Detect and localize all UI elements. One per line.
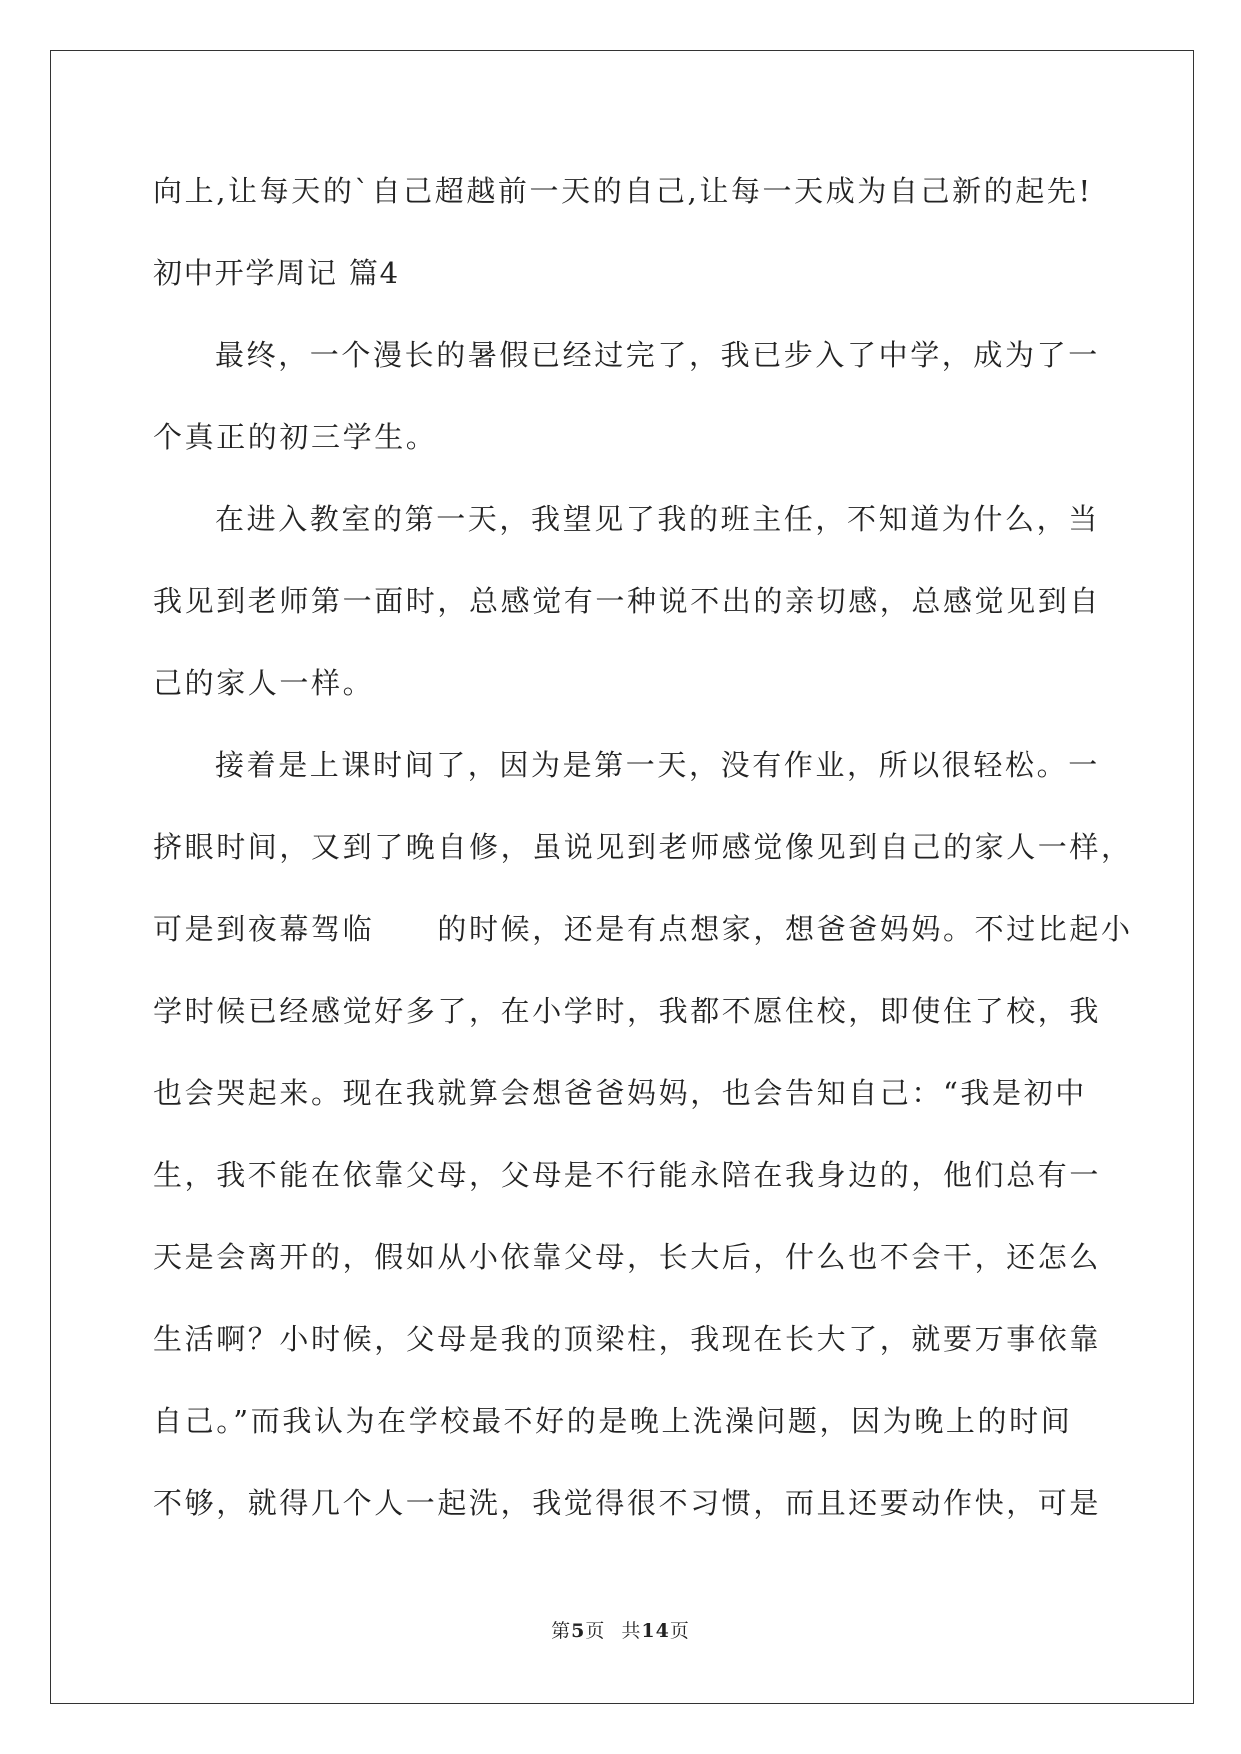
footer-total-pages: 14: [641, 1620, 670, 1642]
text-line: 学时候已经感觉好多了，在小学时，我都不愿住校，即使住了校，我: [153, 994, 1102, 1028]
text-line: 己的家人一样。: [153, 666, 375, 700]
text-line: 生，我不能在依靠父母，父母是不行能永陪在我身边的，他们总有一: [153, 1158, 1102, 1192]
text-line: 天是会离开的，假如从小依靠父母，长大后，什么也不会干，还怎么: [153, 1240, 1102, 1274]
text-line: 个真正的初三学生。: [153, 420, 438, 454]
text-line: 也会哭起来。现在我就算会想爸爸妈妈，也会告知自己：“我是初中: [153, 1076, 1087, 1110]
text-line: 最终，一个漫长的暑假已经过完了，我已步入了中学，成为了一: [215, 338, 1100, 372]
text-line: 自己。”而我认为在学校最不好的是晚上洗澡问题，因为晚上的时间: [153, 1404, 1073, 1438]
footer-page-prefix: 第: [551, 1620, 572, 1642]
footer-page-suffix: 页: [585, 1620, 606, 1642]
text-line: 在进入教室的第一天，我望见了我的班主任，不知道为什么，当: [215, 502, 1100, 536]
section-title: 初中开学周记 篇4: [153, 256, 400, 290]
text-line: 挤眼时间，又到了晚自修，虽说见到老师感觉像见到自己的家人一样，: [153, 830, 1133, 864]
text-line: 可是到夜幕驾临 的时候，还是有点想家，想爸爸妈妈。不过比起小: [153, 912, 1133, 946]
text-line: 不够，就得几个人一起洗，我觉得很不习惯，而且还要动作快，可是: [153, 1486, 1102, 1520]
footer-total-prefix: 共: [621, 1620, 642, 1642]
document-body: [153, 160, 1133, 1554]
footer-page-number: 5: [571, 1620, 586, 1642]
text-line: 接着是上课时间了，因为是第一天，没有作业，所以很轻松。一: [215, 748, 1100, 782]
text-line: 向上,让每天的`自己超越前一天的自己,让每一天成为自己新的起先!: [153, 174, 1093, 208]
text-line: 我见到老师第一面时，总感觉有一种说不出的亲切感，总感觉见到自: [153, 584, 1102, 618]
page-footer: [0, 1616, 1241, 1643]
footer-total-suffix: 页: [669, 1620, 690, 1642]
text-line: 生活啊？小时候，父母是我的顶梁柱，我现在长大了，就要万事依靠: [153, 1322, 1102, 1356]
